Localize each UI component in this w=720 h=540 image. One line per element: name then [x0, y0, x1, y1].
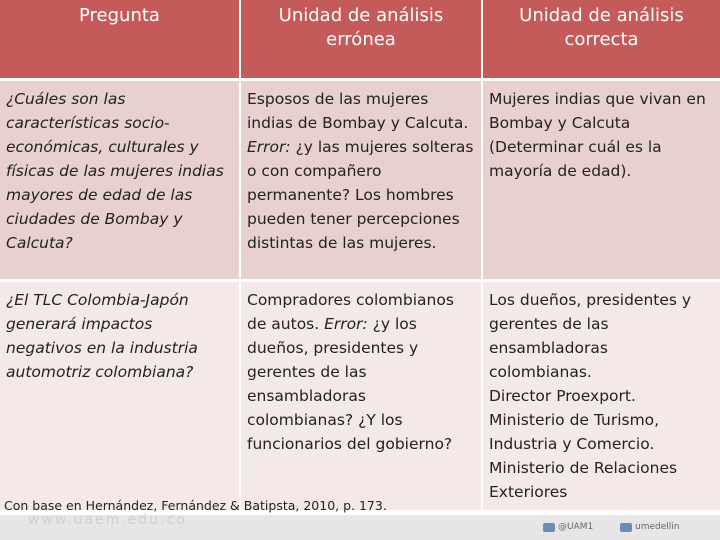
header-pregunta: Pregunta	[0, 0, 240, 80]
correct-unit-line: Director Proexport.	[489, 387, 636, 405]
question-cell: ¿Cuáles son las características socio-económicas, culturales y físicas de las mujeres indias mayores de edad de las ciudades de Bombay y Calcuta?	[0, 80, 240, 281]
header-unidad-erronea: Unidad de análisis errónea	[240, 0, 482, 80]
twitter-icon	[543, 523, 555, 532]
correct-unit-cell: Mujeres indias que vivan en Bombay y Calcuta (Determinar cuál es la mayoría de edad).	[482, 80, 720, 281]
table-row	[0, 281, 720, 512]
error-label: Error:	[324, 315, 368, 333]
watermark-url: www.uaem.edu.co	[28, 512, 187, 528]
social-handle: umedellin	[635, 522, 680, 532]
wrong-unit-error-text: ¿y los dueños, presidentes y gerentes de las ensambladoras colombianas? ¿Y los funcionarios del gobierno?	[247, 315, 453, 453]
table-row	[0, 80, 720, 281]
question-cell: ¿El TLC Colombia-Japón generará impactos negativos en la industria automotriz colombiana?	[0, 281, 240, 512]
social-link-facebook[interactable]	[620, 522, 679, 532]
wrong-unit-error-text: ¿y las mujeres solteras o con compañero permanente? Los hombres pueden tener percepciones distintas de las mujeres.	[247, 138, 474, 252]
wrong-unit-cell	[240, 80, 482, 281]
header-unidad-correcta: Unidad de análisis correcta	[482, 0, 720, 80]
table-header-row	[0, 0, 720, 80]
facebook-icon	[620, 523, 632, 532]
error-label: Error:	[247, 138, 291, 156]
wrong-unit-text: Esposos de las mujeres indias de Bombay y Calcuta.	[247, 90, 469, 132]
correct-unit-line: Ministerio de Turismo, Industria y Comercio.	[489, 411, 660, 453]
correct-unit-cell	[482, 281, 720, 512]
wrong-unit-cell	[240, 281, 482, 512]
citation-text: Con base en Hernández, Fernández & Batipsta, 2010, p. 173.	[4, 498, 387, 513]
social-link-twitter[interactable]	[543, 522, 593, 532]
wrong-unit-text: Compradores colombianos de autos.	[247, 291, 454, 333]
correct-unit-line: Ministerio de Relaciones Exteriores	[489, 459, 678, 501]
social-handle: @UAM1	[558, 522, 594, 532]
correct-unit-line: Los dueños, presidentes y gerentes de las ensambladoras colombianas.	[489, 291, 692, 381]
